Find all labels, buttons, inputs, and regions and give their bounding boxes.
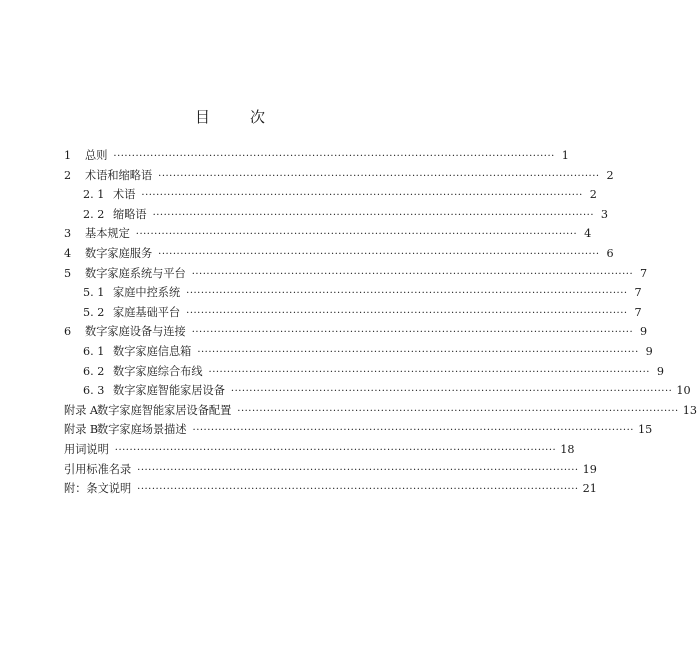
toc-entry[interactable] xyxy=(64,166,614,186)
toc-entry[interactable] xyxy=(64,440,575,460)
toc-entry[interactable] xyxy=(64,420,653,440)
dot-leader: ························································································································ xyxy=(230,386,673,398)
toc-entry-number: 6. 1 xyxy=(83,344,105,358)
toc-entry-number: 附录 A xyxy=(64,403,99,417)
toc-entry[interactable] xyxy=(64,224,592,244)
toc-entry-page-number: 18 xyxy=(560,442,575,456)
dot-leader: ························································································································ xyxy=(186,288,628,300)
dot-leader: ························································································································ xyxy=(158,248,600,260)
toc-entry-label: 基本规定 xyxy=(85,227,130,241)
toc-entry-label: 数字家庭服务 xyxy=(85,246,153,260)
toc-entry-label: 总则 xyxy=(85,149,108,162)
toc-entry[interactable] xyxy=(64,322,648,342)
dot-leader: ························································································································ xyxy=(135,229,578,241)
toc-entry[interactable] xyxy=(64,185,597,205)
toc-entry-page-number: 2 xyxy=(589,188,597,202)
toc-entry-label: 数字家庭场景描述 xyxy=(97,423,187,437)
toc-entry[interactable] xyxy=(64,264,648,284)
toc-entry-label: 数字家庭系统与平台 xyxy=(85,266,186,280)
toc-entry[interactable] xyxy=(64,342,653,362)
toc-entry-number: 附录 B xyxy=(64,423,99,437)
toc-entry-number: 3 xyxy=(64,227,72,241)
toc-title xyxy=(0,106,460,127)
toc-entry-label: 术语 xyxy=(113,188,136,202)
toc-entry-label: 术语和缩略语 xyxy=(85,168,153,182)
toc-entry-label: 家庭基础平台 xyxy=(113,305,181,319)
toc-entry[interactable] xyxy=(64,205,609,225)
toc-entry-label: 数字家庭智能家居设备 xyxy=(113,384,225,398)
toc-entry-page-number: 9 xyxy=(645,344,653,358)
toc-entry-page-number: 7 xyxy=(634,305,642,319)
dot-leader: ························································································································ xyxy=(114,444,557,456)
dot-leader: ························································································································ xyxy=(137,484,579,496)
toc-entry-number: 5. 1 xyxy=(83,286,105,300)
toc-entry-page-number: 4 xyxy=(584,227,592,241)
dot-leader: ························································································································ xyxy=(208,366,650,378)
toc-entry-number: 1 xyxy=(64,149,72,162)
dot-leader: ························································································································ xyxy=(152,209,595,221)
table-of-contents xyxy=(64,146,697,499)
toc-entry-number: 6 xyxy=(64,325,72,339)
dot-leader: ························································································································ xyxy=(191,327,634,339)
toc-entry-label: 数字家庭信息箱 xyxy=(113,344,192,358)
toc-title-char: 次 xyxy=(250,108,266,126)
toc-entry[interactable] xyxy=(64,303,642,323)
toc-entry-page-number: 2 xyxy=(606,168,614,182)
dot-leader: ························································································································ xyxy=(197,346,639,358)
toc-entry-page-number: 10 xyxy=(676,384,691,398)
toc-entry-number: 2. 1 xyxy=(83,188,105,202)
toc-entry-label: 家庭中控系统 xyxy=(113,286,181,300)
toc-entry[interactable] xyxy=(64,244,614,264)
toc-entry-label: 用词说明 xyxy=(64,442,109,456)
toc-entry-page-number: 7 xyxy=(634,286,642,300)
dot-leader: ························································································································ xyxy=(137,464,579,476)
toc-entry-number: 6. 3 xyxy=(83,384,105,398)
toc-entry-page-number: 6 xyxy=(606,246,614,260)
toc-entry[interactable] xyxy=(64,401,697,421)
toc-entry-page-number: 9 xyxy=(640,325,648,339)
dot-leader: ························································································································ xyxy=(186,307,628,319)
toc-entry-number: 4 xyxy=(64,246,72,260)
toc-entry-page-number: 1 xyxy=(561,149,569,162)
dot-leader: ························································································································ xyxy=(237,405,679,417)
toc-entry-number: 5 xyxy=(64,266,72,280)
toc-entry-label: 数字家庭智能家居设备配置 xyxy=(97,403,232,417)
toc-entry-number: 6. 2 xyxy=(83,364,105,378)
toc-entry-number: 2 xyxy=(64,168,72,182)
toc-entry[interactable] xyxy=(64,362,664,382)
toc-entry-page-number: 21 xyxy=(582,482,597,496)
toc-entry-label: 引用标准名录 xyxy=(64,462,132,476)
dot-leader: ························································································································ xyxy=(158,170,600,182)
toc-title-char: 目 xyxy=(194,108,210,126)
toc-entry-page-number: 13 xyxy=(682,403,697,417)
dot-leader: ························································································································ xyxy=(141,190,583,202)
dot-leader: ························································································································ xyxy=(113,151,555,162)
toc-entry[interactable] xyxy=(64,381,691,401)
dot-leader: ························································································································ xyxy=(192,425,634,437)
toc-entry-label: 数字家庭综合布线 xyxy=(113,364,203,378)
toc-entry-label: 附：条文说明 xyxy=(64,482,132,496)
toc-entry[interactable] xyxy=(64,460,597,480)
toc-entry[interactable] xyxy=(64,479,597,499)
toc-entry-label: 数字家庭设备与连接 xyxy=(85,325,186,339)
toc-entry[interactable] xyxy=(64,283,642,303)
toc-entry-page-number: 9 xyxy=(656,364,664,378)
toc-entry-number: 2. 2 xyxy=(83,207,105,221)
toc-entry-label: 缩略语 xyxy=(113,207,147,221)
toc-entry-page-number: 19 xyxy=(582,462,597,476)
toc-entry-number: 5. 2 xyxy=(83,305,105,319)
toc-entry-page-number: 15 xyxy=(637,423,653,437)
dot-leader: ························································································································ xyxy=(191,268,634,280)
toc-entry[interactable] xyxy=(64,146,569,166)
toc-entry-page-number: 7 xyxy=(640,266,648,280)
toc-entry-page-number: 3 xyxy=(600,207,609,221)
